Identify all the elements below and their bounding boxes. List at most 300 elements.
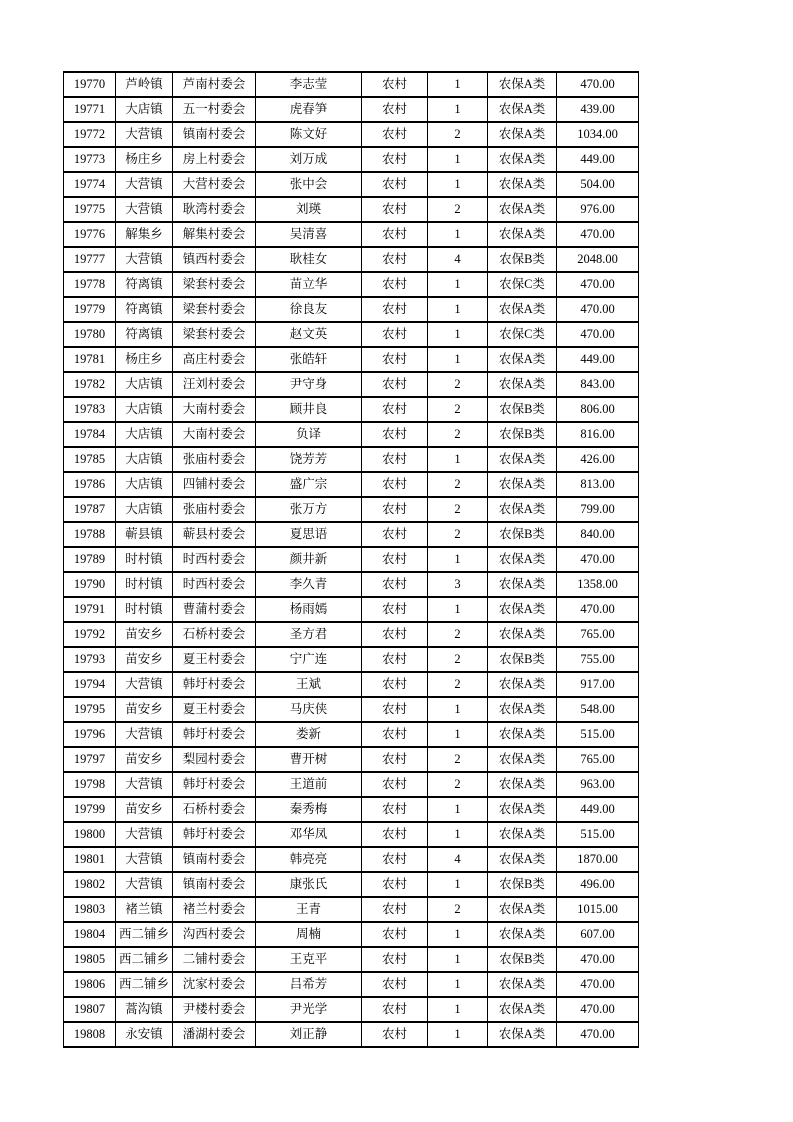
cell-person-count: 1 [428,347,488,372]
table-row [64,847,639,872]
table-row [64,997,639,1022]
cell-village-committee: 潘湖村委会 [173,1022,256,1047]
cell-town: 时村镇 [116,572,173,597]
payment-table [63,71,639,1048]
cell-insurance-category: 农保A类 [488,672,557,697]
cell-household-type: 农村 [362,647,428,672]
cell-person-count: 2 [428,772,488,797]
cell-amount: 806.00 [557,397,639,422]
table-row [64,447,639,472]
cell-amount: 799.00 [557,497,639,522]
cell-village-committee: 夏王村委会 [173,647,256,672]
table-row [64,972,639,997]
table-row [64,197,639,222]
cell-serial-number: 19804 [64,922,116,947]
cell-serial-number: 19774 [64,172,116,197]
cell-serial-number: 19806 [64,972,116,997]
cell-person-name: 饶芳芳 [256,447,362,472]
cell-person-count: 2 [428,522,488,547]
cell-person-name: 陈文好 [256,122,362,147]
cell-person-name: 尹光学 [256,997,362,1022]
cell-insurance-category: 农保A类 [488,72,557,97]
table-row [64,222,639,247]
cell-town: 大营镇 [116,672,173,697]
table-row [64,722,639,747]
cell-insurance-category: 农保A类 [488,222,557,247]
cell-person-name: 王克平 [256,947,362,972]
cell-village-committee: 沟西村委会 [173,922,256,947]
cell-person-count: 2 [428,747,488,772]
cell-household-type: 农村 [362,122,428,147]
cell-town: 大店镇 [116,97,173,122]
table-row [64,472,639,497]
cell-village-committee: 大南村委会 [173,422,256,447]
cell-village-committee: 镇南村委会 [173,872,256,897]
table-row [64,822,639,847]
table-row [64,647,639,672]
cell-insurance-category: 农保A类 [488,997,557,1022]
cell-amount: 470.00 [557,272,639,297]
cell-person-name: 赵文英 [256,322,362,347]
cell-amount: 816.00 [557,422,639,447]
cell-serial-number: 19788 [64,522,116,547]
payment-table-body [64,72,639,1047]
cell-town: 大店镇 [116,447,173,472]
cell-town: 西二铺乡 [116,972,173,997]
cell-person-name: 张万方 [256,497,362,522]
cell-serial-number: 19805 [64,947,116,972]
cell-person-name: 吕希芳 [256,972,362,997]
table-row [64,947,639,972]
cell-person-name: 圣方君 [256,622,362,647]
cell-insurance-category: 农保A类 [488,972,557,997]
cell-household-type: 农村 [362,597,428,622]
cell-person-count: 1 [428,172,488,197]
cell-amount: 470.00 [557,972,639,997]
cell-village-committee: 张庙村委会 [173,497,256,522]
cell-person-count: 1 [428,272,488,297]
cell-serial-number: 19777 [64,247,116,272]
cell-household-type: 农村 [362,222,428,247]
table-row [64,422,639,447]
cell-town: 西二铺乡 [116,922,173,947]
cell-serial-number: 19772 [64,122,116,147]
cell-household-type: 农村 [362,97,428,122]
cell-household-type: 农村 [362,497,428,522]
cell-household-type: 农村 [362,722,428,747]
cell-person-name: 耿桂女 [256,247,362,272]
table-row [64,97,639,122]
cell-amount: 449.00 [557,797,639,822]
cell-person-name: 徐良友 [256,297,362,322]
cell-amount: 470.00 [557,222,639,247]
cell-town: 大营镇 [116,722,173,747]
table-row [64,772,639,797]
cell-insurance-category: 农保A类 [488,447,557,472]
cell-amount: 449.00 [557,147,639,172]
cell-insurance-category: 农保A类 [488,797,557,822]
cell-town: 西二铺乡 [116,947,173,972]
cell-serial-number: 19792 [64,622,116,647]
cell-person-count: 1 [428,97,488,122]
cell-insurance-category: 农保A类 [488,572,557,597]
cell-village-committee: 二铺村委会 [173,947,256,972]
cell-person-count: 1 [428,297,488,322]
cell-person-count: 2 [428,122,488,147]
cell-amount: 765.00 [557,622,639,647]
cell-person-count: 1 [428,447,488,472]
cell-village-committee: 沈家村委会 [173,972,256,997]
cell-village-committee: 时西村委会 [173,547,256,572]
cell-household-type: 农村 [362,272,428,297]
cell-person-name: 李久青 [256,572,362,597]
cell-amount: 496.00 [557,872,639,897]
cell-household-type: 农村 [362,197,428,222]
cell-insurance-category: 农保A类 [488,597,557,622]
cell-village-committee: 时西村委会 [173,572,256,597]
cell-village-committee: 蕲县村委会 [173,522,256,547]
cell-amount: 917.00 [557,672,639,697]
cell-serial-number: 19775 [64,197,116,222]
cell-person-name: 宁广连 [256,647,362,672]
table-row [64,672,639,697]
cell-insurance-category: 农保C类 [488,322,557,347]
cell-person-name: 杨雨嫣 [256,597,362,622]
cell-insurance-category: 农保B类 [488,247,557,272]
cell-household-type: 农村 [362,747,428,772]
cell-person-count: 1 [428,997,488,1022]
cell-insurance-category: 农保A类 [488,722,557,747]
cell-insurance-category: 农保A类 [488,197,557,222]
cell-person-count: 2 [428,422,488,447]
cell-serial-number: 19790 [64,572,116,597]
cell-serial-number: 19796 [64,722,116,747]
cell-serial-number: 19789 [64,547,116,572]
cell-person-count: 2 [428,372,488,397]
cell-town: 符离镇 [116,322,173,347]
cell-insurance-category: 农保B类 [488,947,557,972]
cell-person-name: 张皓轩 [256,347,362,372]
cell-household-type: 农村 [362,847,428,872]
cell-household-type: 农村 [362,622,428,647]
cell-person-count: 2 [428,472,488,497]
cell-person-name: 张中会 [256,172,362,197]
cell-town: 苗安乡 [116,622,173,647]
cell-serial-number: 19782 [64,372,116,397]
cell-insurance-category: 农保A类 [488,747,557,772]
cell-insurance-category: 农保A类 [488,297,557,322]
cell-person-count: 2 [428,397,488,422]
cell-town: 蒿沟镇 [116,997,173,1022]
cell-amount: 470.00 [557,997,639,1022]
cell-amount: 813.00 [557,472,639,497]
cell-serial-number: 19780 [64,322,116,347]
table-row [64,897,639,922]
cell-household-type: 农村 [362,572,428,597]
cell-insurance-category: 农保A类 [488,1022,557,1047]
cell-person-name: 王道前 [256,772,362,797]
cell-person-name: 吴清喜 [256,222,362,247]
cell-town: 时村镇 [116,547,173,572]
table-row [64,597,639,622]
cell-person-count: 1 [428,822,488,847]
cell-insurance-category: 农保A类 [488,922,557,947]
table-row [64,347,639,372]
cell-person-count: 2 [428,197,488,222]
cell-person-count: 4 [428,847,488,872]
cell-town: 大营镇 [116,872,173,897]
cell-person-count: 1 [428,1022,488,1047]
cell-person-count: 1 [428,947,488,972]
table-row [64,397,639,422]
table-row [64,122,639,147]
cell-town: 符离镇 [116,297,173,322]
cell-serial-number: 19773 [64,147,116,172]
cell-person-count: 1 [428,697,488,722]
cell-household-type: 农村 [362,947,428,972]
cell-town: 大店镇 [116,422,173,447]
cell-person-name: 韩亮亮 [256,847,362,872]
cell-village-committee: 石桥村委会 [173,622,256,647]
cell-amount: 1034.00 [557,122,639,147]
cell-household-type: 农村 [362,372,428,397]
cell-town: 大店镇 [116,397,173,422]
cell-insurance-category: 农保A类 [488,347,557,372]
cell-amount: 1870.00 [557,847,639,872]
cell-serial-number: 19779 [64,297,116,322]
cell-village-committee: 韩圩村委会 [173,822,256,847]
cell-village-committee: 梁套村委会 [173,322,256,347]
cell-person-name: 秦秀梅 [256,797,362,822]
cell-person-count: 2 [428,647,488,672]
cell-household-type: 农村 [362,447,428,472]
cell-village-committee: 韩圩村委会 [173,722,256,747]
cell-amount: 449.00 [557,347,639,372]
cell-town: 芦岭镇 [116,72,173,97]
cell-insurance-category: 农保B类 [488,647,557,672]
cell-insurance-category: 农保A类 [488,547,557,572]
cell-amount: 1358.00 [557,572,639,597]
cell-household-type: 农村 [362,797,428,822]
cell-serial-number: 19786 [64,472,116,497]
cell-person-name: 王斌 [256,672,362,697]
cell-person-count: 1 [428,797,488,822]
cell-person-name: 邓华凤 [256,822,362,847]
cell-town: 符离镇 [116,272,173,297]
table-row [64,72,639,97]
cell-person-name: 顾井良 [256,397,362,422]
table-row [64,247,639,272]
table-row [64,372,639,397]
cell-village-committee: 房上村委会 [173,147,256,172]
cell-insurance-category: 农保A类 [488,772,557,797]
cell-serial-number: 19784 [64,422,116,447]
table-row [64,497,639,522]
cell-household-type: 农村 [362,522,428,547]
cell-village-committee: 大南村委会 [173,397,256,422]
cell-person-count: 4 [428,247,488,272]
cell-town: 解集乡 [116,222,173,247]
cell-town: 大营镇 [116,172,173,197]
cell-amount: 470.00 [557,297,639,322]
cell-amount: 840.00 [557,522,639,547]
cell-serial-number: 19798 [64,772,116,797]
cell-insurance-category: 农保A类 [488,622,557,647]
cell-amount: 426.00 [557,447,639,472]
cell-amount: 843.00 [557,372,639,397]
cell-town: 大营镇 [116,772,173,797]
cell-household-type: 农村 [362,922,428,947]
cell-town: 苗安乡 [116,797,173,822]
cell-household-type: 农村 [362,997,428,1022]
cell-household-type: 农村 [362,397,428,422]
cell-village-committee: 张庙村委会 [173,447,256,472]
cell-insurance-category: 农保A类 [488,122,557,147]
cell-person-name: 周楠 [256,922,362,947]
cell-household-type: 农村 [362,172,428,197]
cell-insurance-category: 农保A类 [488,372,557,397]
cell-serial-number: 19802 [64,872,116,897]
cell-household-type: 农村 [362,897,428,922]
cell-household-type: 农村 [362,672,428,697]
cell-person-count: 1 [428,547,488,572]
cell-serial-number: 19791 [64,597,116,622]
cell-insurance-category: 农保A类 [488,897,557,922]
cell-insurance-category: 农保B类 [488,422,557,447]
table-row [64,747,639,772]
cell-town: 苗安乡 [116,647,173,672]
cell-amount: 470.00 [557,597,639,622]
cell-person-name: 夏思语 [256,522,362,547]
cell-person-count: 1 [428,922,488,947]
cell-amount: 963.00 [557,772,639,797]
cell-village-committee: 尹楼村委会 [173,997,256,1022]
cell-person-count: 2 [428,897,488,922]
cell-person-name: 苗立华 [256,272,362,297]
cell-insurance-category: 农保B类 [488,397,557,422]
cell-serial-number: 19778 [64,272,116,297]
table-row [64,272,639,297]
cell-village-committee: 梁套村委会 [173,297,256,322]
cell-village-committee: 五一村委会 [173,97,256,122]
cell-person-name: 刘万成 [256,147,362,172]
cell-amount: 470.00 [557,1022,639,1047]
cell-town: 大营镇 [116,197,173,222]
cell-household-type: 农村 [362,72,428,97]
cell-person-name: 马庆侠 [256,697,362,722]
cell-serial-number: 19799 [64,797,116,822]
cell-household-type: 农村 [362,297,428,322]
cell-serial-number: 19800 [64,822,116,847]
cell-insurance-category: 农保A类 [488,847,557,872]
cell-person-name: 刘正静 [256,1022,362,1047]
table-row [64,547,639,572]
cell-household-type: 农村 [362,547,428,572]
cell-amount: 515.00 [557,722,639,747]
table-row [64,297,639,322]
cell-serial-number: 19795 [64,697,116,722]
cell-amount: 607.00 [557,922,639,947]
cell-town: 永安镇 [116,1022,173,1047]
cell-household-type: 农村 [362,872,428,897]
cell-village-committee: 汪刘村委会 [173,372,256,397]
table-row [64,1022,639,1047]
cell-village-committee: 高庄村委会 [173,347,256,372]
cell-village-committee: 四铺村委会 [173,472,256,497]
cell-village-committee: 梨园村委会 [173,747,256,772]
cell-village-committee: 梁套村委会 [173,272,256,297]
cell-town: 大店镇 [116,472,173,497]
cell-town: 大营镇 [116,822,173,847]
cell-amount: 470.00 [557,322,639,347]
cell-person-count: 1 [428,872,488,897]
table-row [64,697,639,722]
cell-person-count: 1 [428,222,488,247]
cell-village-committee: 曹蒲村委会 [173,597,256,622]
cell-serial-number: 19787 [64,497,116,522]
cell-town: 杨庄乡 [116,347,173,372]
table-row [64,572,639,597]
cell-insurance-category: 农保A类 [488,497,557,522]
cell-amount: 765.00 [557,747,639,772]
cell-person-count: 2 [428,672,488,697]
cell-person-name: 负译 [256,422,362,447]
cell-household-type: 农村 [362,697,428,722]
table-row [64,622,639,647]
cell-town: 大营镇 [116,247,173,272]
cell-village-committee: 镇西村委会 [173,247,256,272]
cell-serial-number: 19770 [64,72,116,97]
cell-village-committee: 芦南村委会 [173,72,256,97]
cell-person-count: 1 [428,972,488,997]
table-row [64,522,639,547]
cell-person-count: 1 [428,597,488,622]
cell-household-type: 农村 [362,972,428,997]
cell-amount: 439.00 [557,97,639,122]
cell-person-name: 娄新 [256,722,362,747]
cell-serial-number: 19776 [64,222,116,247]
cell-person-name: 盛广宗 [256,472,362,497]
cell-insurance-category: 农保A类 [488,822,557,847]
cell-insurance-category: 农保A类 [488,97,557,122]
cell-person-name: 刘瑛 [256,197,362,222]
cell-household-type: 农村 [362,422,428,447]
cell-household-type: 农村 [362,347,428,372]
cell-serial-number: 19771 [64,97,116,122]
cell-town: 苗安乡 [116,697,173,722]
cell-town: 大营镇 [116,122,173,147]
cell-village-committee: 韩圩村委会 [173,772,256,797]
cell-town: 大营镇 [116,847,173,872]
cell-amount: 470.00 [557,72,639,97]
cell-town: 蕲县镇 [116,522,173,547]
cell-person-name: 颜井新 [256,547,362,572]
cell-insurance-category: 农保C类 [488,272,557,297]
cell-amount: 548.00 [557,697,639,722]
cell-person-count: 2 [428,622,488,647]
cell-person-count: 2 [428,497,488,522]
cell-person-name: 虎春笋 [256,97,362,122]
cell-person-name: 曹开树 [256,747,362,772]
cell-household-type: 农村 [362,472,428,497]
cell-household-type: 农村 [362,772,428,797]
cell-person-count: 1 [428,72,488,97]
cell-insurance-category: 农保A类 [488,472,557,497]
cell-town: 时村镇 [116,597,173,622]
cell-serial-number: 19797 [64,747,116,772]
cell-village-committee: 石桥村委会 [173,797,256,822]
cell-village-committee: 解集村委会 [173,222,256,247]
